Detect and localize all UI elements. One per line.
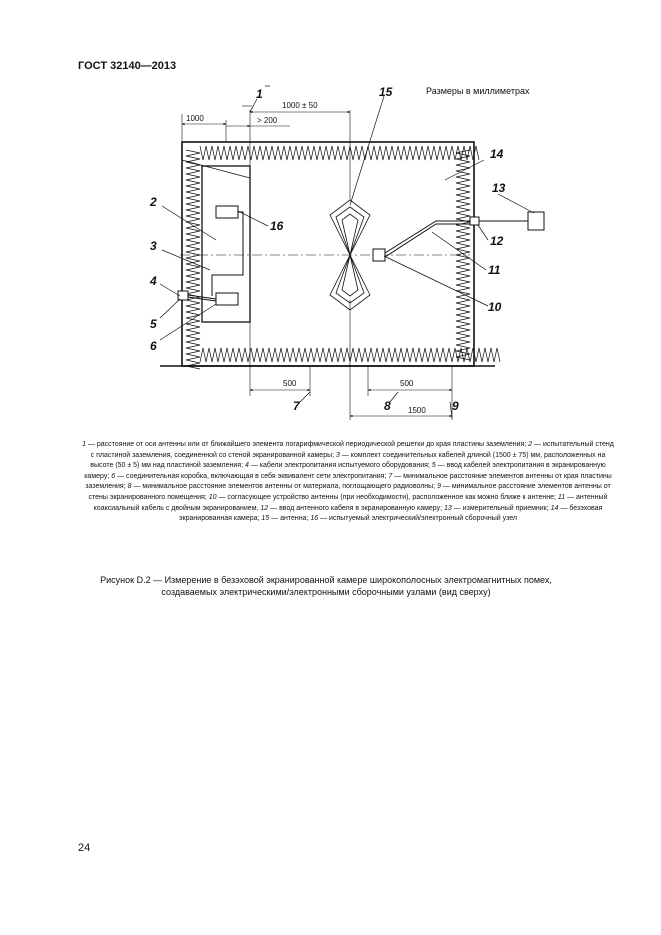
label-1: 1: [256, 87, 263, 101]
legend-num: 2: [528, 441, 533, 448]
label-16: 16: [270, 219, 284, 233]
figure-legend: [82, 440, 614, 525]
label-7: 7: [293, 399, 300, 413]
standard-header: ГОСТ 32140—2013: [78, 60, 177, 72]
figure-caption: [78, 574, 574, 598]
legend-text: — ввод кабелей электропитания в экранированную камеру;: [84, 462, 606, 480]
legend-num: 8: [127, 483, 132, 491]
legend-num: 15: [261, 515, 270, 523]
eut-box: [216, 206, 238, 218]
label-11: 11: [488, 263, 501, 277]
junction-box: [216, 293, 238, 305]
legend-text: — антенный коаксиальный кабель с двойным экранированием,: [93, 493, 608, 512]
legend-text: — испытательный стенд с пластиной заземления, соединенной со стеной экранированной камеры;: [90, 441, 614, 459]
legend-num: 13: [444, 504, 452, 512]
page-number: 24: [78, 842, 91, 854]
label-8: 8: [384, 399, 391, 413]
legend-num: 9: [437, 483, 441, 491]
legend-text: — антенна;: [269, 515, 311, 523]
figure-diagram: [0, 0, 661, 430]
legend-num: 14: [550, 504, 559, 512]
legend-text: — испытуемый электрический/электронный сборочный узел: [318, 515, 517, 523]
legend-num: 3: [336, 451, 340, 459]
label-12: 12: [490, 234, 504, 248]
legend-num: 12: [260, 504, 269, 512]
label-5: 5: [150, 317, 157, 331]
label-3: 3: [150, 239, 157, 253]
caption-line-2: создаваемых электрическими/электронными сборочными узлами (вид сверху): [161, 587, 491, 597]
matching-device: [373, 249, 385, 261]
legend-text: — кабели электропитания испытуемого оборудования;: [248, 462, 432, 470]
legend-num: 1: [82, 441, 86, 448]
dim-1500: 1500: [408, 406, 426, 415]
caption-line-1: Рисунок D.2 — Измерение в безэховой экранированной камере широкополосных электромагнитных помех,: [100, 575, 552, 585]
label-15: 15: [379, 85, 393, 99]
legend-num: 11: [557, 493, 566, 501]
label-14: 14: [490, 147, 504, 161]
label-9: 9: [452, 399, 459, 413]
dim-1000pm50: 1000 ± 50: [282, 101, 318, 110]
legend-text: — соединительная коробка, включающая в себя эквивалент сети электропитания;: [115, 472, 389, 480]
label-10: 10: [488, 300, 502, 314]
absorber-left: [186, 150, 200, 369]
dim-500a: 500: [283, 379, 297, 388]
legend-num: 10: [208, 493, 217, 501]
legend-num: 6: [111, 472, 116, 480]
cable-entry: [470, 217, 479, 225]
absorber-top: [200, 146, 479, 160]
dim-gt200: > 200: [257, 116, 278, 125]
units-note: Размеры в миллиметрах: [426, 86, 530, 96]
legend-text: — согласующее устройство антенны (при необходимости), расположенное как можно ближе к антенне;: [216, 493, 558, 501]
legend-num: 4: [244, 462, 249, 470]
legend-text: — минимальное расстояние элементов антенны от материала, поглощающего радиоволны;: [131, 483, 438, 491]
legend-text: — безэховая экранированная камера;: [179, 504, 603, 523]
label-2: 2: [150, 195, 157, 209]
label-13: 13: [492, 181, 506, 195]
legend-text: — минимальное расстояние элементов антенны от стены экранированного помещения;: [88, 483, 611, 501]
legend-num: 16: [310, 515, 319, 523]
legend-text: — измерительный приемник;: [451, 504, 551, 512]
label-4: 4: [150, 274, 157, 288]
legend-text: — минимальное расстояние элементов антенны от края пластины заземления;: [85, 472, 612, 491]
legend-text: — ввод антенного кабеля в экранированную камеру;: [268, 504, 445, 512]
dim-500b: 500: [400, 379, 414, 388]
receiver: [528, 212, 544, 230]
label-6: 6: [150, 339, 157, 353]
legend-num: 5: [431, 462, 436, 470]
dim-1000: 1000: [186, 114, 204, 123]
legend-text: — комплект соединительных кабелей длиной (1500 ± 75) мм, расположенных на высоте (50 ± 5) мм над пластиной заземления;: [90, 451, 606, 470]
legend-num: 7: [388, 472, 393, 480]
legend-text: — расстояние от оси антенны или от ближайшего элемента логарифмической периодической решетки до края пластины заземления;: [86, 441, 529, 448]
